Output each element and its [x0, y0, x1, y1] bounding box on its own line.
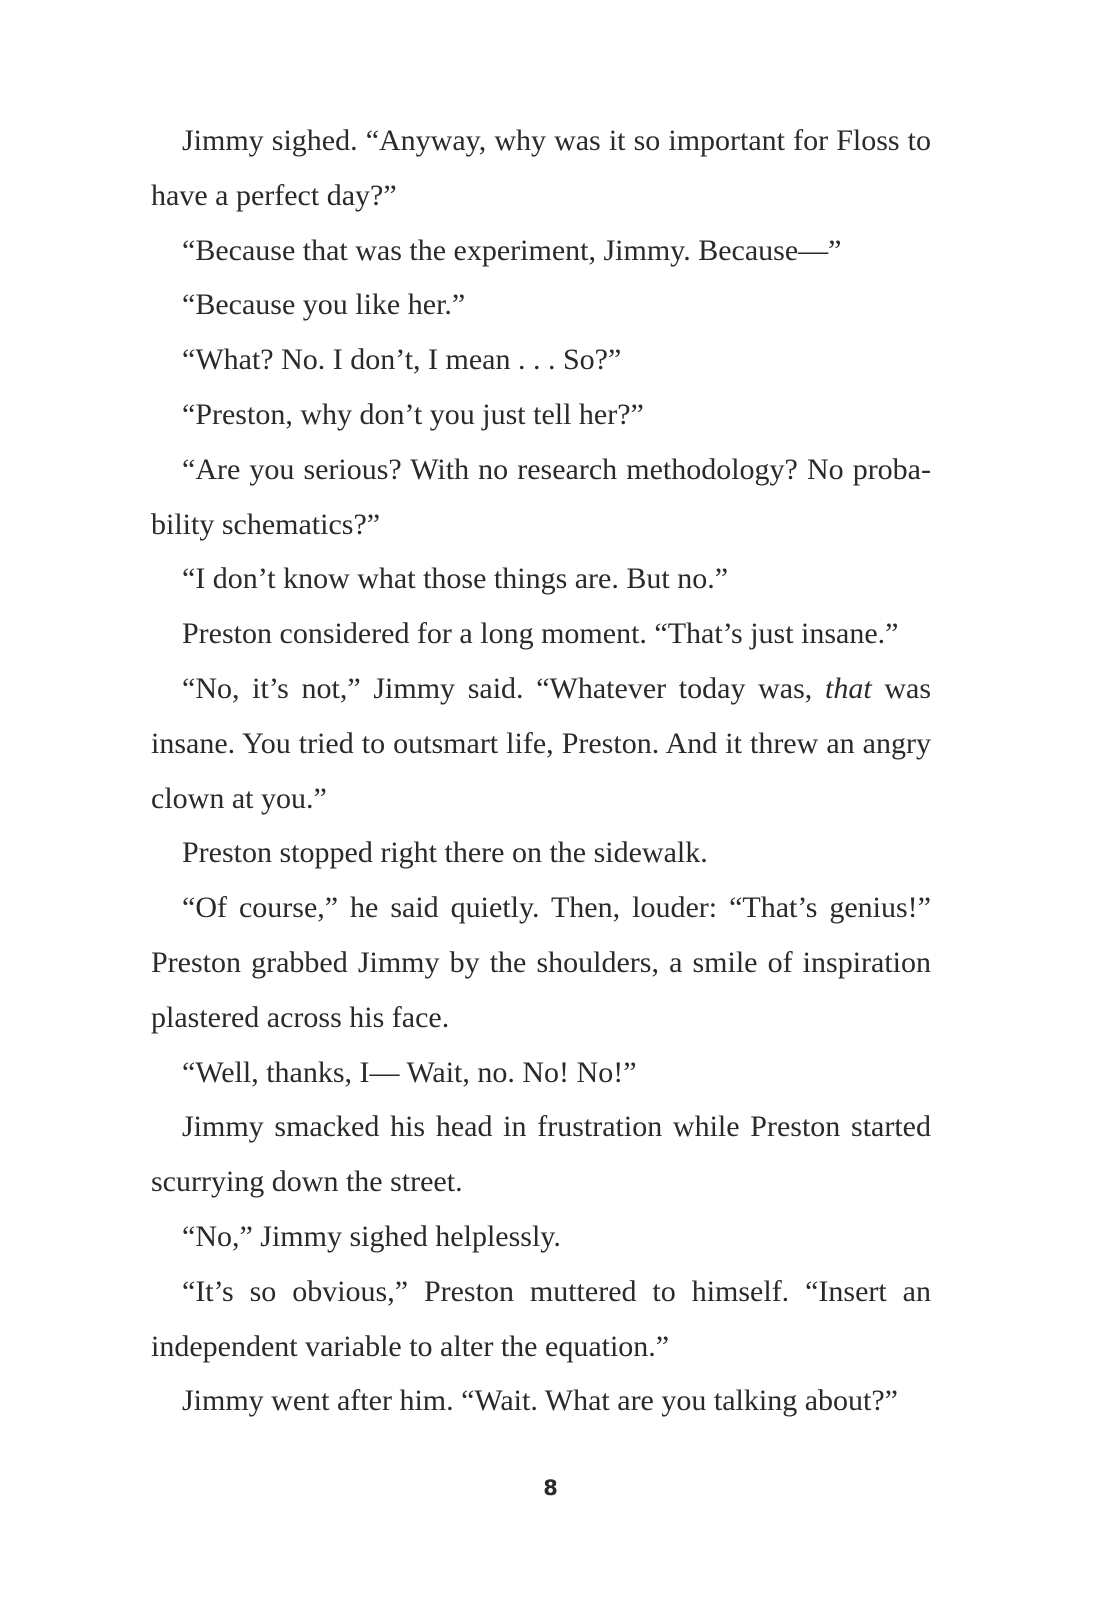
paragraph: Preston stopped right there on the sidewalk. — [182, 836, 708, 870]
paragraph: “Preston, why don’t you just tell her?” — [182, 397, 644, 431]
paragraph-text: was insane. You tried to outsmart life, Preston. And it threw an angry clown at you.” — [151, 671, 931, 815]
paragraph: “No,” Jimmy sighed helplessly. — [182, 1219, 561, 1253]
paragraph-text: “No, it’s not,” Jimmy said. “Whatever today was, — [182, 671, 825, 705]
page-body — [151, 114, 931, 1429]
page-number: 8 — [543, 1476, 558, 1500]
paragraph: “Are you serious? With no research methodology? No proba-bility schematics?” — [151, 452, 931, 541]
paragraph: Jimmy went after him. “Wait. What are you talking about?” — [182, 1384, 898, 1418]
paragraph: Jimmy sighed. “Anyway, why was it so important for Floss to have a perfect day?” — [151, 124, 931, 212]
paragraph: “Of course,” he said quietly. Then, louder: “That’s genius!” Preston grabbed Jimmy by the shoulders, a smile of inspiration plastered across his face. — [151, 891, 931, 1034]
emphasized-word: that — [824, 671, 872, 705]
paragraph: Preston considered for a long moment. “That’s just insane.” — [182, 617, 899, 651]
paragraph: “Because that was the experiment, Jimmy. Because—” — [182, 233, 842, 267]
paragraph: “Because you like her.” — [182, 288, 466, 322]
paragraph: Jimmy smacked his head in frustration while Preston started scurrying down the street. — [151, 1110, 931, 1199]
paragraph: “Well, thanks, I— Wait, no. No! No!” — [182, 1055, 637, 1089]
paragraph — [151, 662, 931, 826]
paragraph: “It’s so obvious,” Preston muttered to himself. “Insert an independent variable to alter the equation.” — [151, 1274, 931, 1363]
paragraph: “What? No. I don’t, I mean . . . So?” — [182, 343, 622, 377]
paragraph: “I don’t know what those things are. But no.” — [182, 562, 729, 596]
